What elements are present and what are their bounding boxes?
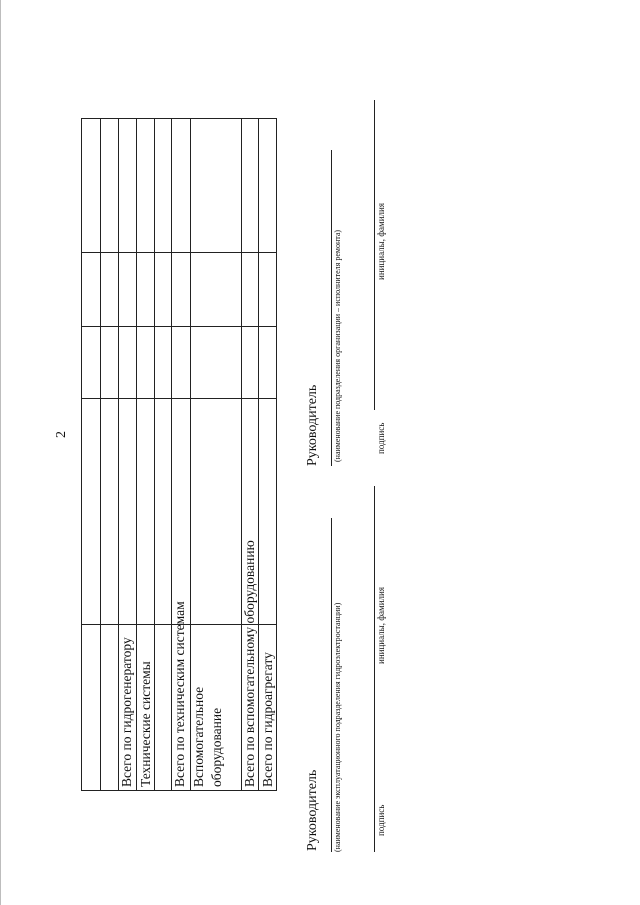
signature-heading: Руководитель: [305, 769, 320, 851]
sign-label: подпись: [376, 422, 386, 454]
name-label: инициалы, фамилия: [376, 203, 386, 280]
signature-line: [374, 100, 375, 410]
table-border-left: [81, 118, 82, 791]
page-number: 2: [54, 431, 69, 438]
signature-line: [374, 486, 375, 852]
signature-caption-line: [331, 150, 332, 466]
row-label-auxiliary-total: Всего по вспомогательному оборудованию: [242, 540, 257, 787]
scan-edge: [0, 0, 1, 905]
row-label-hydro-unit-total: Всего по гидроагрегату: [260, 652, 275, 787]
sign-label: подпись: [376, 804, 386, 836]
table-row-line: [136, 118, 137, 791]
row-label-auxiliary-line1: Вспомогательное: [191, 686, 206, 787]
signature-caption: (наименование подразделения организации – исполнителя ремонта): [333, 229, 342, 462]
name-label: инициалы, фамилия: [376, 587, 386, 664]
table-col-line: [81, 326, 277, 327]
table-col-line: [81, 252, 277, 253]
table-row-line: [154, 118, 155, 791]
signature-heading: Руководитель: [305, 384, 320, 466]
row-label-technical-systems: Технические системы: [138, 661, 153, 787]
row-label-technical-systems-total: Всего по техническим системам: [172, 601, 187, 787]
row-label-generator-total: Всего по гидрогенератору: [119, 637, 134, 787]
table-border-bottom: [81, 790, 277, 791]
row-label-auxiliary-line2: оборудование: [209, 707, 224, 787]
table-border-right: [276, 118, 277, 791]
signature-caption: (наименование эксплуатационного подразделения гидроэлектростанции): [333, 602, 342, 852]
table-border-top: [81, 118, 277, 119]
table-row-line: [100, 118, 101, 791]
table-col-line: [81, 398, 277, 399]
table-row-line: [258, 118, 259, 791]
signature-caption-line: [331, 518, 332, 852]
